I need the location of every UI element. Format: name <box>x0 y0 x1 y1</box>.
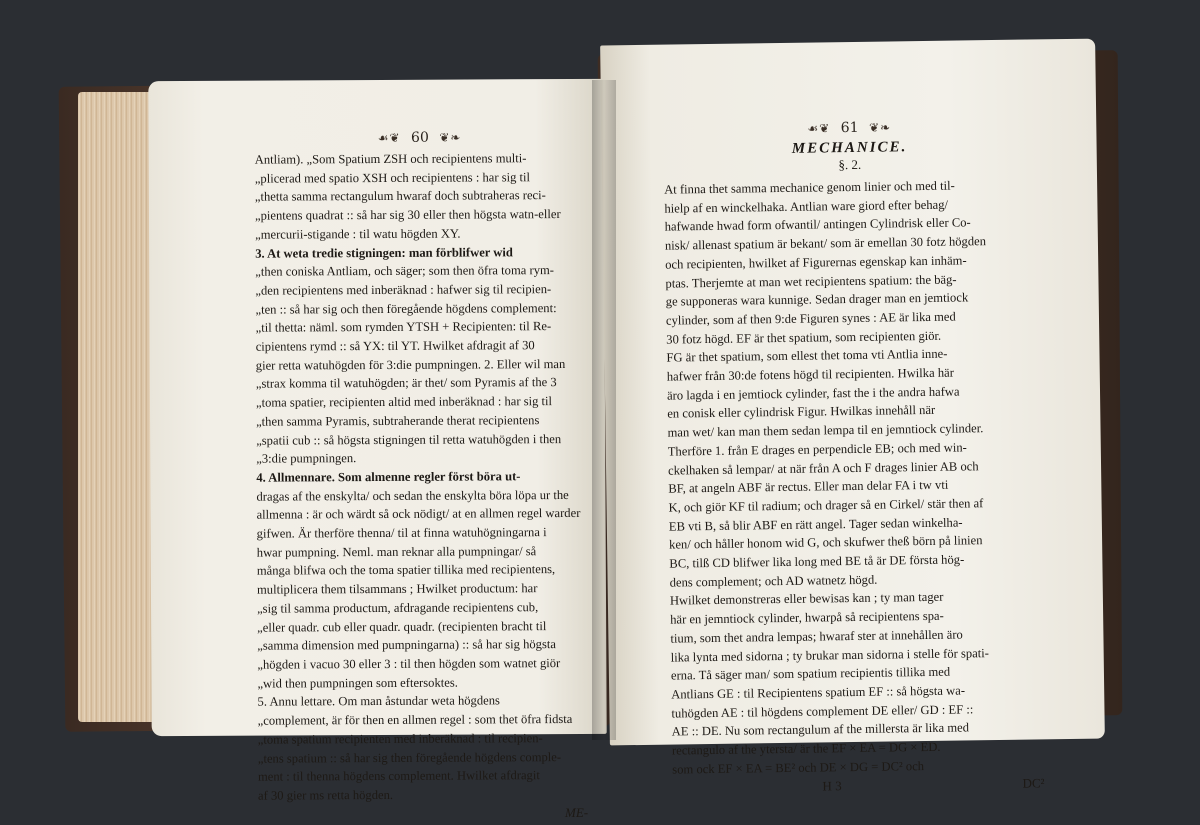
text-line: „plicerad med spatio XSH och recipientens : har sig til <box>254 169 531 186</box>
text-line: multiplicera them tilsammans ; Hwilket productum: har <box>256 581 538 597</box>
text-line: AE :: DE. Nu som rectangulum af the millersta är lika med <box>671 720 970 739</box>
text-line: At finna thet samma mechanice genom linier och med til- <box>664 178 955 197</box>
text-line: lika lynta med sidorna ; ty brukar man sidorna i stelle för spati- <box>670 645 990 665</box>
text-line: „til thetta: näml. som rymden YTSH + Recipienten: til Re- <box>255 319 552 335</box>
text-line: här en jemntiock cylinder, hwarpå så recipientens spa- <box>670 608 944 627</box>
text-line: EB vti B, så blir ABF en rätt angel. Tager sedan winkelha- <box>668 515 963 534</box>
catchword-text: DC² <box>1022 774 1045 791</box>
text-line: äro lagda i en jemtiock cylinder, fast the i the andra hafwa <box>666 384 960 403</box>
text-line: hafwer från 30:de fotens högd til recipienten. Hwilka här <box>666 365 954 384</box>
ornament-icon: ☙❦ <box>807 121 831 136</box>
right-page-text <box>664 175 1045 797</box>
text-line: cipientens rymd :: så YX: til YT. Hwilket afdragit af 30 <box>255 338 535 354</box>
text-line: som ock EF × EA = BE² och DE × DG = DC² och <box>672 758 925 777</box>
text-line: BF, at angeln ABF är rectus. Eller man delar FA i tw vti <box>668 477 949 496</box>
text-line: ckelhaken så lempar/ at när från A och F drages linier AB och <box>667 458 979 478</box>
section-heading: §. 2. <box>838 156 862 173</box>
ornament-icon: ☙❦ <box>377 130 401 145</box>
text-line: hielp af en winckelhaka. Antlian ware giord efter behag/ <box>664 197 949 216</box>
text-line: hwar pumpning. Neml. man reknar alla pumpningar/ så <box>256 543 537 560</box>
page-number: 60 <box>410 129 429 146</box>
text-line: Hwilket demonstreras eller bewisas kan ; ty man tager <box>669 590 944 609</box>
text-line: många blifwa och the toma spatier tillika med recipientens, <box>256 562 556 579</box>
text-line: „pientens quadrat :: så har sig 30 eller then högsta watn-eller <box>254 207 561 223</box>
text-line: „eller quadr. cub eller quadr. quadr. (recipienten bracht til <box>257 618 547 635</box>
left-page <box>148 79 606 820</box>
text-line: dragas af the enskylta/ och sedan the enskylta böra löpa ur the <box>256 487 569 504</box>
text-line: man wet/ kan man them sedan lempa til en jemntiock cylinder. <box>667 421 984 440</box>
text-line: en conisk eller cylindrisk Figur. Hwilkas innehåll när <box>667 403 936 422</box>
text-line: allmenna : är och wärdt så ock nödigt/ at en allmen regel warder <box>256 506 581 522</box>
ornament-icon: ❦❧ <box>439 130 462 145</box>
text-line: ptas. Therjemte at man wet recipientens spatium: the bäg- <box>665 272 957 291</box>
text-line: „sig til samma productum, afdragande recipientens cub, <box>257 600 539 616</box>
text-line: rectangulo af the ytersta/ är the EF × EA = DG × ED. <box>671 739 941 758</box>
text-line: gifwen. Är therföre thenna/ til at finna watuhögningarna i <box>256 525 547 541</box>
text-line: ge supponeras wara kunnige. Sedan drager man en jemtiock <box>665 290 969 309</box>
running-title: MECHANICE. <box>791 139 908 157</box>
left-page-text <box>255 149 589 824</box>
text-line: „tens spatium :: så har sig then föregående högdens comple- <box>257 749 562 766</box>
text-line: 5. Annu lettare. Om man åstundar weta högdens <box>257 693 500 710</box>
text-line: „strax komma til watuhögden; är thet/ som Pyramis af the 3 <box>255 375 557 392</box>
text-line: nisk/ allenast spatium är bekant/ som är emellan 30 fotz högden <box>664 234 987 253</box>
text-line: ken/ och håller honom wid G, och skufwer theß börn på linien <box>669 533 983 552</box>
text-line: 30 fotz högd. EF är thet spatium, som recipienten giör. <box>666 328 942 347</box>
text-line: 4. Allmennare. Som almenne regler först böra ut- <box>256 469 521 485</box>
text-line: „thetta samma rectangulum hwaraf doch subtraheras reci- <box>254 188 546 205</box>
text-line: „then samma Pyramis, subtraherande therat recipientens <box>256 412 540 429</box>
page-edges <box>78 92 158 722</box>
text-line: hafwande hwad form ofwantil/ antingen Cylindrisk eller Co- <box>664 215 971 235</box>
text-line: „mercurii-stigande : til watu högden XY. <box>255 226 461 242</box>
text-line: „then coniska Antliam, och säger; som then öfra toma rym- <box>255 263 554 279</box>
catchword <box>258 804 588 824</box>
text-line: gier retta watuhögden för 3:die pumpningen. 2. Eller wil man <box>255 356 566 373</box>
text-line: FG är thet spatium, som ellest thet toma vti Antlia inne- <box>666 347 948 365</box>
signature-mark: H 3 <box>822 777 842 793</box>
text-line: „spatii cub :: så högsta stigningen til retta watuhögden i then <box>256 431 562 448</box>
text-line: ment : til thenna högdens complement. Hwilket afdragit <box>257 768 540 784</box>
text-line: och recipienten, hwilket af Figurernas egenskap kan inhäm- <box>665 253 967 272</box>
ornament-icon: ❦❧ <box>868 120 892 135</box>
text-line: 3. At weta tredie stigningen: man förblifwer wid <box>255 244 513 261</box>
text-line: erna. Tå säger man/ som spatium recipientis tillika med <box>670 664 951 683</box>
page-number: 61 <box>840 119 859 137</box>
text-line: „toma spatium recipienten med inberäknad : til recipien- <box>257 730 543 747</box>
text-line: „högden i vacuo 30 eller 3 : til then högden som watnet giör <box>257 656 561 672</box>
right-page-header <box>663 115 1036 176</box>
text-line: „complement, är för then en allmen regel : som thet öfra fidsta <box>257 712 573 728</box>
text-line: cylinder, som af then 9:de Figuren synes : AE är lika med <box>665 309 956 328</box>
text-line: Therföre 1. från E drages en perpendicle EB; och med win- <box>667 440 967 459</box>
text-line: Antliam). „Som Spatium ZSH och recipientens multi- <box>254 151 527 167</box>
text-line: Antlians GE : til Recipientens spatium EF :: så högsta wa- <box>671 683 966 702</box>
text-line: „toma spatier, recipienten altid med inberäknad : har sig til <box>255 394 553 410</box>
text-line: af 30 gier ms retta högden. <box>257 787 394 803</box>
catchword-text: ME- <box>564 804 589 820</box>
text-line: tium, som thet andra lempas; hwaraf ster at innehållen äro <box>670 627 963 646</box>
text-line: dens complement; och AD watnetz högd. <box>669 572 878 590</box>
text-line: „wid then pumpningen som eftersoktes. <box>257 675 458 691</box>
text-line: „den recipientens med inberäknad : hafwer sig til recipien- <box>255 282 552 298</box>
text-line: „ten :: så har sig och then föregående högdens complement: <box>255 300 557 317</box>
left-page-header <box>255 127 585 149</box>
right-page <box>600 39 1105 793</box>
text-line: „3:die pumpningen. <box>256 451 357 466</box>
text-line: „samma dimension med pumpningarna) :: så har sig högsta <box>257 637 556 653</box>
text-line: BC, tilß CD blifwer lika long med BE tå är DE första hög- <box>669 552 965 571</box>
text-line: tuhögden AE : til högdens complement DE eller/ GD : EF :: <box>671 702 974 721</box>
text-line: K, och giör KF til radium; och drager så en Cirkel/ stär then af <box>668 496 984 515</box>
book-gutter <box>592 80 616 740</box>
